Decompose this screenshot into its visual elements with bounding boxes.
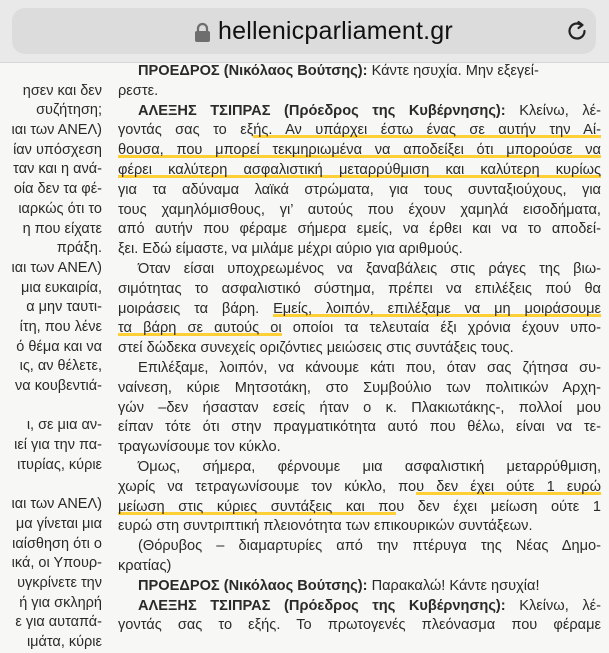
- text-line: ξει. Εδώ είμαστε, να μιλάμε μέχρι αύριο για αριθμούς.: [118, 241, 463, 258]
- text-line: τους χαμηλόμισθους, γι’ αυτούς που έχουν χαμηλά εισοδήματα,: [118, 201, 601, 218]
- text-line: κρατίας): [118, 557, 172, 574]
- left-column-line: ικά, οι Υπουρ-: [11, 555, 102, 572]
- text-line: γοντάς σας το εξής. Το πρωτογενές πλεόνασμα που φέραμε: [118, 617, 601, 634]
- text-line: ΑΛΕΞΗΣ ΤΣΙΠΡΑΣ (Πρόεδρος της Κυβέρνησης): Κλείνω, λέ-: [138, 597, 601, 614]
- text-line: ναίνεση, κύριε Μητσοτάκη, στο Συμβούλιο των πολιτικών Αρχη-: [118, 379, 601, 396]
- left-column-line: ησεν και δεν: [22, 82, 102, 99]
- left-column-line: ίαν υπόσχεση: [13, 141, 102, 158]
- highlight: Εμείς, λοιπόν, επιλέξαμε να μη μοιράσουμε: [273, 300, 602, 317]
- left-column-line: ιμάτα, κύριε: [26, 633, 102, 650]
- text-line: ρεστε.: [118, 82, 159, 99]
- address-bar[interactable]: [12, 8, 596, 54]
- text-line: είπαν τότε ότι στην πραγματικότητα αυτό που θέλω, είναι να τε-: [118, 419, 601, 436]
- left-column-line: ταν και η ανά-: [13, 161, 102, 178]
- left-column-line: ιτυρίας, κύριε: [17, 456, 102, 473]
- left-column-line: υγκρίνετε την: [17, 574, 102, 591]
- text-line: [118, 141, 601, 161]
- text-line: Όταν είσαι υποχρεωμένος να ξαναβάλεις στις ράγες της βιω-: [138, 260, 601, 277]
- document-page: [0, 62, 609, 650]
- left-column-line: ις, αν θέλετε,: [19, 358, 102, 375]
- text-line: (Θόρυβος – διαμαρτυρίες από την πτέρυγα της Νέας Δημο-: [138, 538, 601, 555]
- text-line: στεί δώδεκα συνεχείς οριζόντιες μειώσεις στις συντάξεις τους.: [118, 340, 514, 357]
- text-line: ΠΡΟΕΔΡΟΣ (Νικόλαος Βούτσης): Παρακαλώ! Κάντε ησυχία!: [138, 577, 540, 594]
- text-line: γών –δεν ήσασταν εσείς ήταν ο κ. Πλακιωτάκης-, πολλοί μου: [118, 399, 601, 416]
- reload-icon[interactable]: [564, 18, 590, 44]
- left-column-line: η που είχατε: [22, 220, 102, 237]
- left-column-line: ιαι των ΑΝΕΛ): [11, 122, 102, 139]
- left-column-line: [0, 397, 102, 417]
- text-line: τραγωνίσουμε τον κύκλο.: [118, 439, 281, 456]
- text-line: χωρίς να τετραγωνίσουμε τον κύκλο, που δεν έχει ούτε 1 ευρώ: [118, 478, 601, 495]
- text-line: για τα αδύναμα λαϊκά στρώματα, για τους συνταξιούχους, για: [118, 181, 601, 198]
- left-column-line: ή για σκληρή: [19, 594, 102, 611]
- highlight: τα βάρη σε αυτούς οι: [118, 320, 282, 337]
- text-line: από αυτήν που φέραμε σήμερα εμείς, να έρθει και να το αποδεί-: [118, 221, 601, 238]
- left-column-line: μια ευκαιρία,: [21, 279, 102, 296]
- url-text: hellenicparliament.gr: [218, 17, 453, 45]
- left-column-line: α μην ταυτι-: [26, 299, 102, 316]
- left-column-line: οία δεν τα φέ-: [13, 181, 102, 198]
- text-line: ευρώ στη συντριπτική πλειονότητα των επικουρικών συντάξεων.: [118, 518, 533, 535]
- left-column-line: ιαι των ΑΝΕΛ): [11, 259, 102, 276]
- highlight: μείωση στις κύριες συντάξεις και πο: [118, 498, 397, 515]
- text-line: τα βάρη σε αυτούς οι οποίοι τα τελευταία έξι χρόνια έχουν υπο-: [118, 320, 601, 337]
- highlight: φέρει καλύτερη ασφαλιστική μεταρρύθμιση και καλύτερη κυρίως: [118, 161, 601, 178]
- left-column-line: ε για αυταπά-: [15, 614, 102, 631]
- main-text-column: [118, 62, 601, 636]
- left-column-line: ίτη, που λένε: [19, 318, 102, 335]
- left-text-column: [0, 62, 106, 653]
- left-column-line: ιαίσθηση ότι ο: [12, 535, 102, 552]
- text-line: γοντάς σας το εξής. Αν υπάρχει έστω ένας σε αυτήν την Αί-: [118, 122, 601, 139]
- left-column-line: συζήτηση;: [36, 102, 102, 119]
- left-column-line: [0, 475, 102, 495]
- left-column-line: [0, 62, 102, 82]
- browser-toolbar: [0, 0, 609, 63]
- left-column-line: ιαρκώς ότι το: [18, 200, 102, 217]
- text-line: [118, 161, 601, 181]
- text-line: μείωση στις κύριες συντάξεις και που δεν έχει μείωση ούτε 1: [118, 498, 601, 515]
- left-column-line: ό θέμα και να: [16, 338, 102, 355]
- text-line: σιμότητας το ασφαλιστικό σύστημα, πρέπει να επιλέξεις πού θα: [118, 280, 601, 297]
- highlight: θουσα, που μπορεί τεκμηριωμένα να αποδείξει ότι μπορούσε να: [118, 142, 601, 159]
- left-column-line: ι, σε μια αν-: [26, 417, 102, 434]
- left-column-line: πράξη.: [56, 240, 102, 257]
- text-line: ΠΡΟΕΔΡΟΣ (Νικόλαος Βούτσης): Κάντε ησυχία. Μην εξεγεί-: [138, 63, 539, 79]
- text-line: Επιλέξαμε, λοιπόν, να κάνουμε κάτι που, όταν σας ζήτησα συ-: [138, 359, 601, 376]
- text-line: μοιράσεις τα βάρη. Εμείς, λοιπόν, επιλέξαμε να μη μοιράσουμε: [118, 300, 602, 317]
- text-line: Όμως, σήμερα, φέρνουμε μια ασφαλιστική μεταρρύθμιση,: [138, 458, 601, 475]
- highlight: υ δεν έχει ούτε 1 ευρώ: [416, 478, 601, 495]
- left-column-line: να κουβεντιά-: [15, 378, 102, 394]
- left-column-line: ιεί για την πα-: [14, 437, 102, 454]
- left-column-line: ιαι των ΑΝΕΛ): [11, 496, 102, 513]
- lock-icon: [194, 23, 211, 43]
- text-line: ΑΛΕΞΗΣ ΤΣΙΠΡΑΣ (Πρόεδρος της Κυβέρνησης): Κλείνω, λέ-: [138, 102, 601, 119]
- highlight: ής. Αν υπάρχει έστω ένας σε αυτήν την Αί-: [253, 122, 601, 139]
- left-column-line: μα γίνεται μια: [15, 515, 102, 532]
